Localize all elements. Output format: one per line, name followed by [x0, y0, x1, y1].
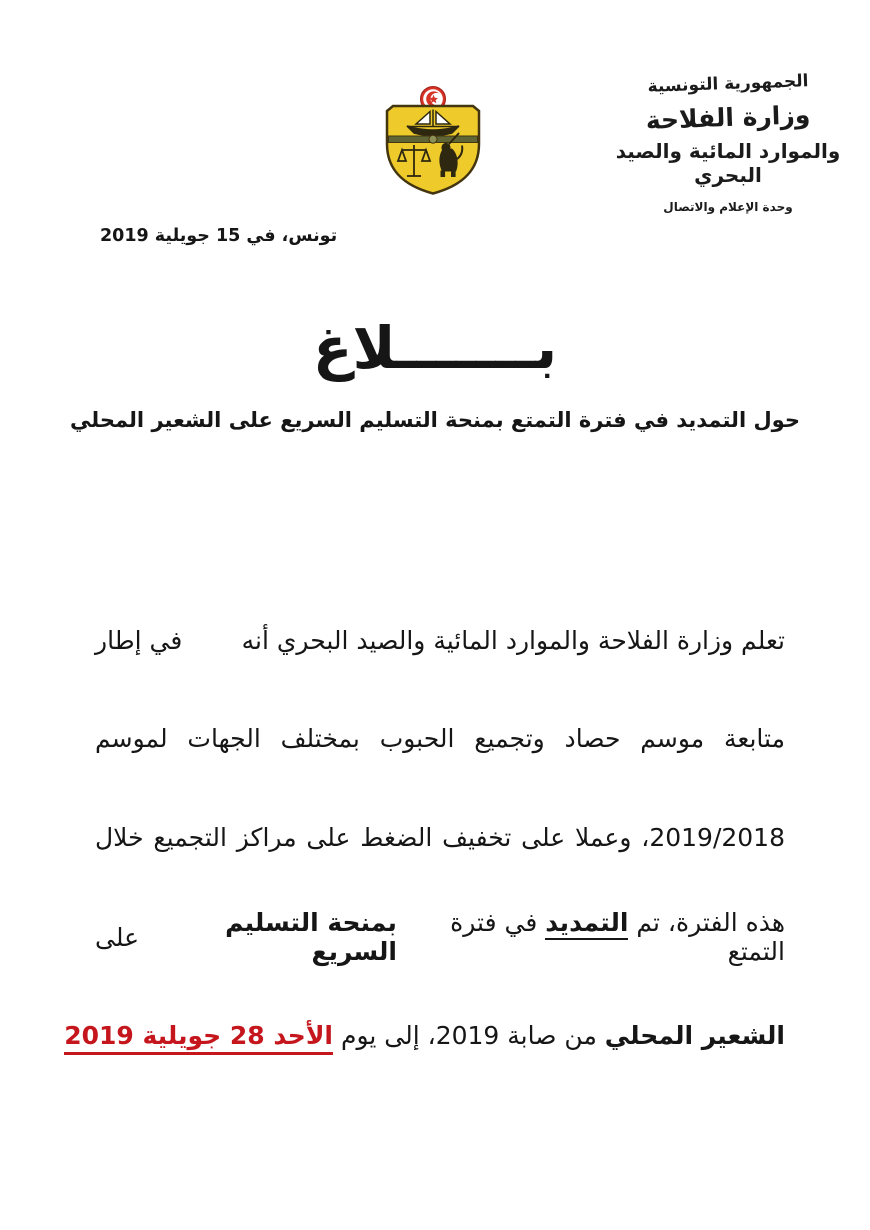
local-barley-keyword: الشعير المحلي [604, 1021, 785, 1050]
notice-title: بـــــــلاغ [312, 314, 558, 382]
body-line4-start [397, 908, 785, 966]
body-line5-middle: من صابة 2019، إلى يوم [340, 1021, 597, 1050]
notice-body [64, 578, 785, 1098]
date-line: تونس، في 15 جويلية 2019 [100, 226, 338, 246]
ministry-letterhead [600, 71, 856, 214]
deadline-date: الأحد 28 جويلية 2019 [64, 1021, 333, 1055]
body-line4-prefix: هذه الفترة، تم [636, 908, 785, 937]
body-line1-end: في إطار [95, 625, 183, 655]
body-line-5 [64, 999, 785, 1073]
body-line3-text: 2019/2018، وعملا على تخفيف الضغط على مراكز التجميع خلال [95, 823, 785, 852]
body-line-3 [95, 801, 785, 875]
ministry-name-line2: والموارد المائية والصيد البحري [615, 139, 841, 187]
body-line2-text: متابعة موسم حصاد وتجميع الحبوب بمختلف الجهات لموسم [95, 724, 785, 753]
communication-unit-name: وحدة الإعلام والاتصال [663, 200, 793, 214]
body-line4-end: على [95, 922, 140, 952]
grant-name: بمنحة التسليم السريع [225, 908, 397, 966]
body-line4-middle: في فترة التمتع [450, 908, 785, 966]
republic-name: الجمهورية التونسية [647, 71, 809, 97]
tunisia-coat-of-arms-icon [378, 84, 488, 196]
ministry-name-line1: وزارة الفلاحة [645, 100, 811, 135]
body-line-4 [95, 900, 785, 974]
body-line-1 [95, 603, 785, 677]
notice-subtitle: حول التمديد في فترة التمتع بمنحة التسليم السريع على الشعير المحلي [70, 408, 800, 432]
extension-keyword: التمديد [545, 908, 628, 940]
body-line1-start: تعلم وزارة الفلاحة والموارد المائية والصيد البحري أنه [241, 625, 785, 655]
body-line-2 [95, 702, 785, 776]
